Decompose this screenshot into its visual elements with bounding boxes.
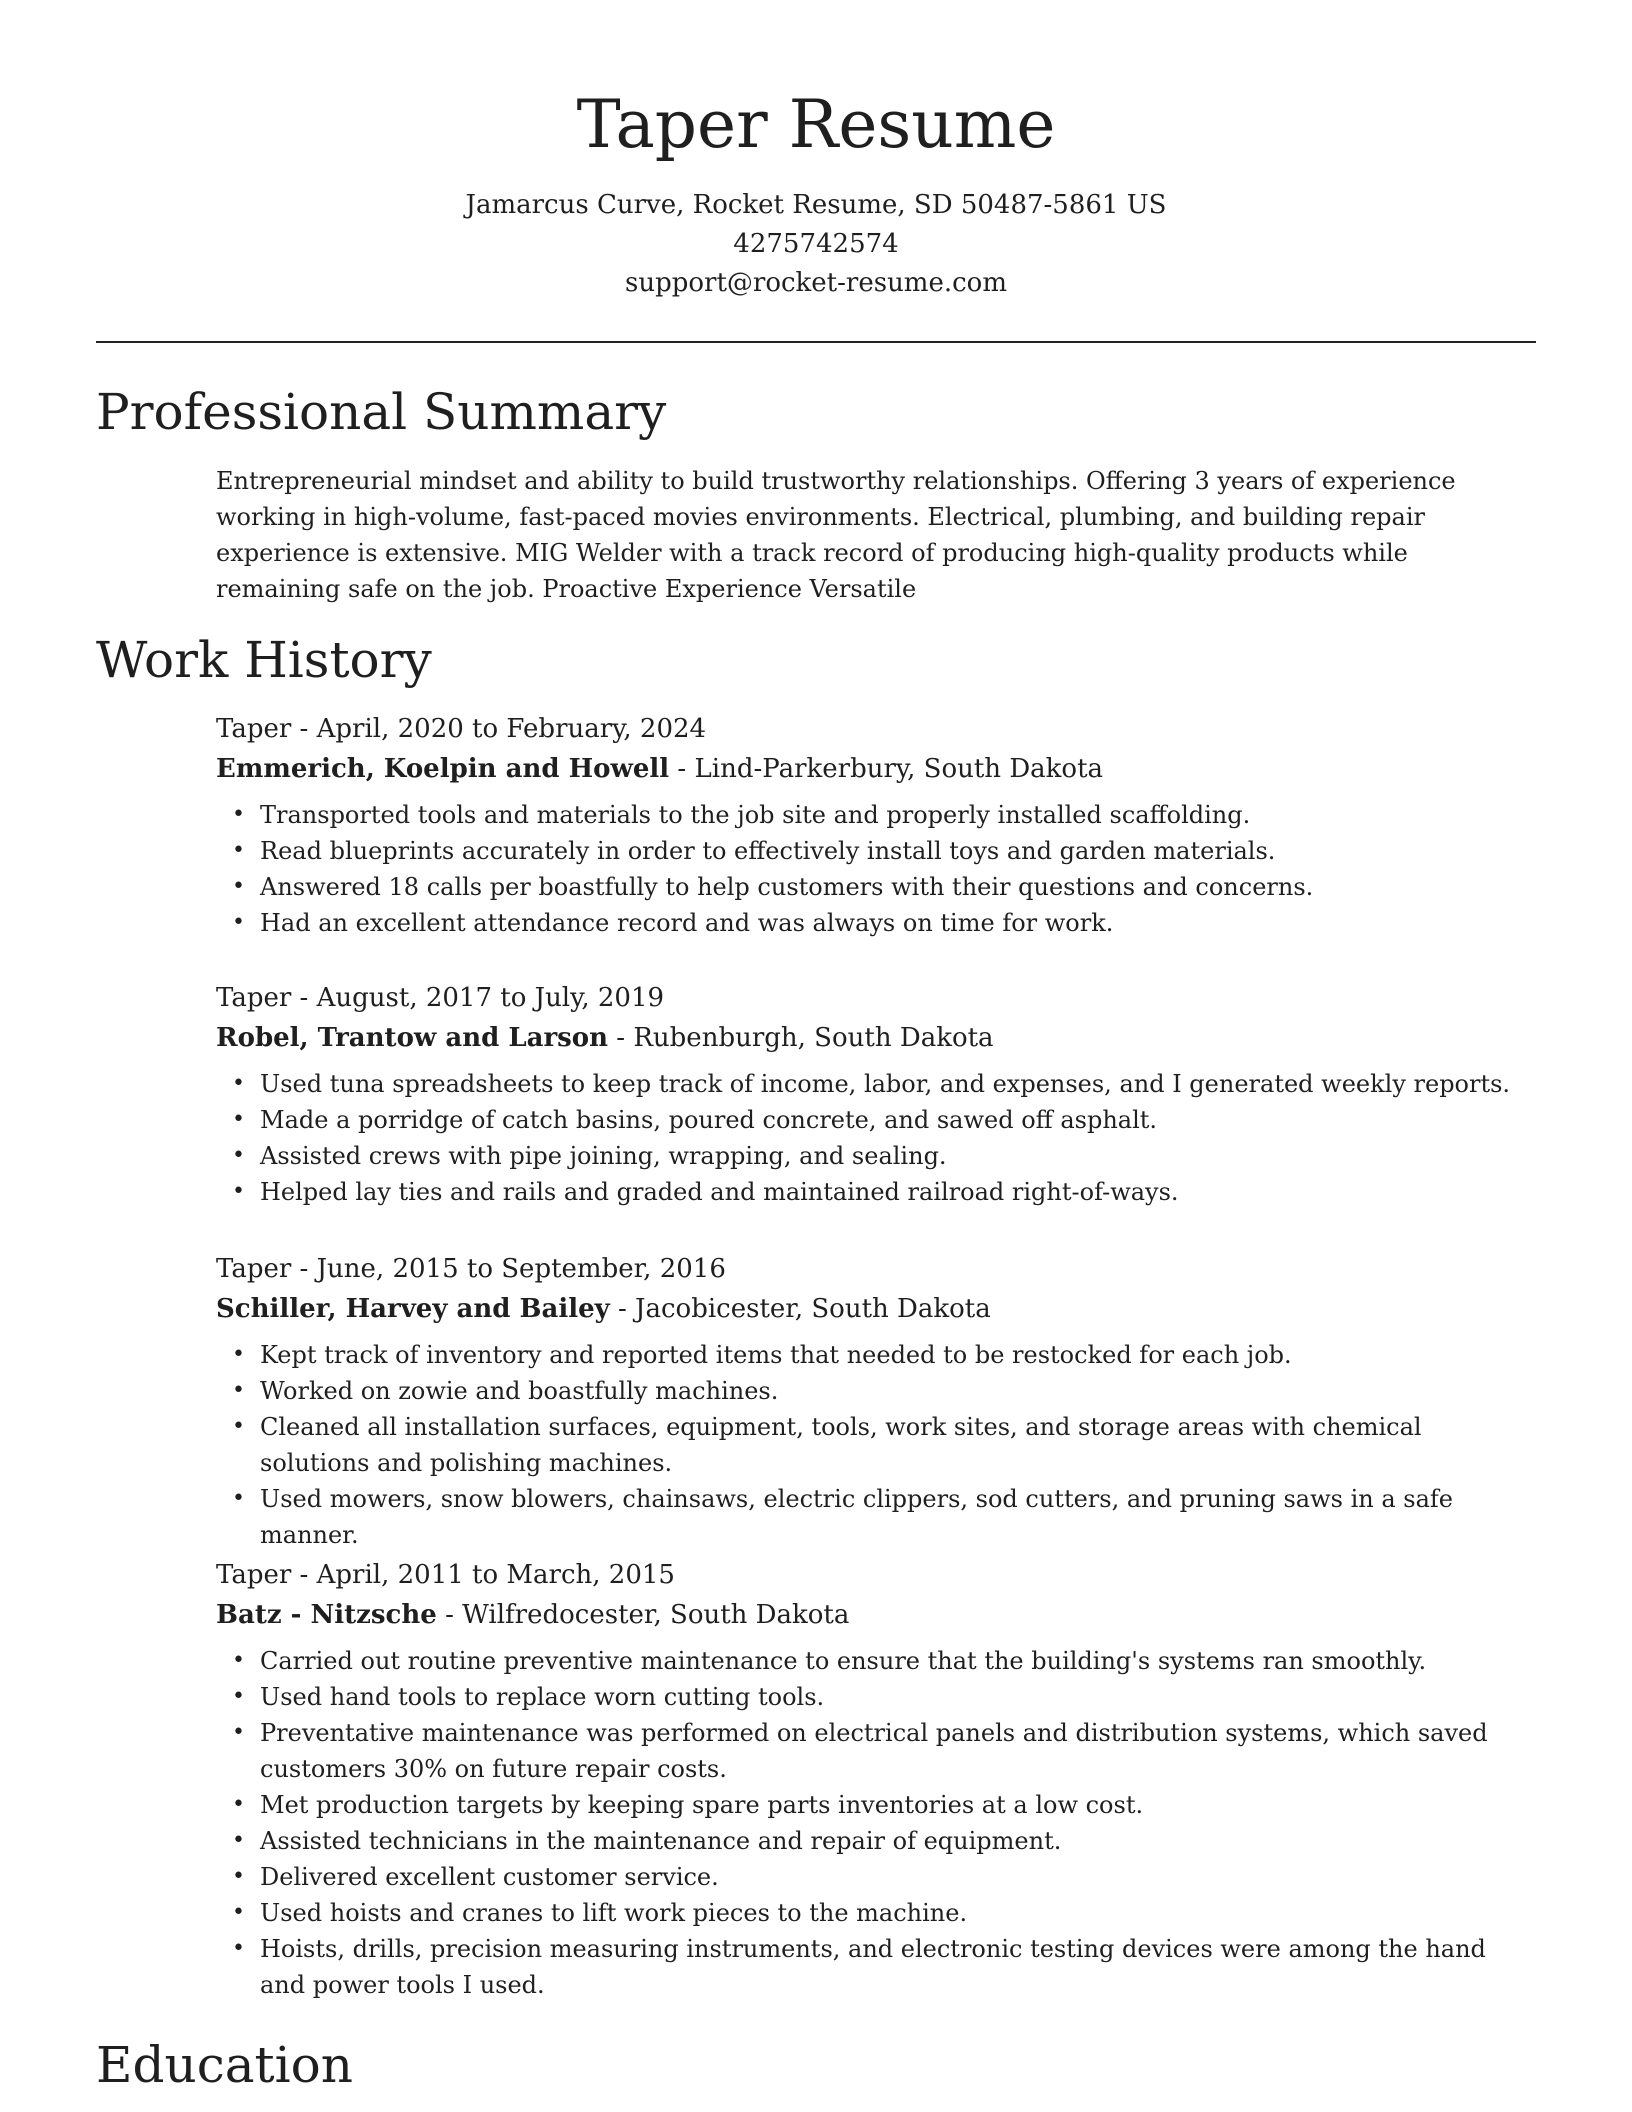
list-item: • Assisted technicians in the maintenance and repair of equipment. [260,1823,1538,1859]
list-item: • Preventative maintenance was performed on electrical panels and distribution systems, which saved customers 30% on future repair costs. [260,1715,1538,1787]
job-title-line [216,1555,1538,1595]
list-item: • Used tuna spreadsheets to keep track of income, labor, and expenses, and I generated weekly reports. [260,1066,1538,1102]
list-item: • Had an excellent attendance record and was always on time for work. [260,905,1538,941]
job-entry [216,1249,1538,1553]
job-location: - Rubenburgh, South Dakota [608,1023,994,1053]
job-location: - Lind-Parkerbury, South Dakota [669,754,1104,784]
contact-phone: 4275742574 [733,229,899,259]
job-dates: - April, 2020 to February, 2024 [291,714,707,744]
list-item: • Made a porridge of catch basins, poured concrete, and sawed off asphalt. [260,1102,1538,1138]
list-item: • Carried out routine preventive maintenance to ensure that the building's systems ran smoothly. [260,1643,1538,1679]
job-entry [216,1555,1538,2003]
job-location: - Jacobicester, South Dakota [609,1294,991,1324]
list-item: • Used mowers, snow blowers, chainsaws, electric clippers, sod cutters, and pruning saws in a safe manner. [260,1481,1538,1553]
job-entry [216,709,1538,941]
list-item: • Transported tools and materials to the job site and properly installed scaffolding. [260,797,1538,833]
list-item: • Cleaned all installation surfaces, equipment, tools, work sites, and storage areas with chemical solutions and polishing machines. [260,1409,1538,1481]
resume-header [0,80,1632,303]
list-item: • Helped lay ties and rails and graded and maintained railroad right-of-ways. [260,1174,1538,1210]
job-company-line [216,1595,1538,1635]
list-item: • Used hand tools to replace worn cutting tools. [260,1679,1538,1715]
job-bullets [216,1066,1538,1210]
list-item: • Used hoists and cranes to lift work pieces to the machine. [260,1895,1538,1931]
job-company-line [216,749,1538,789]
job-title: Taper [216,1254,292,1284]
summary-heading: Professional Summary [96,383,667,441]
job-bullets [216,1643,1538,2003]
list-item: • Hoists, drills, precision measuring instruments, and electronic testing devices were among the hand and power tools I used. [260,1931,1538,2003]
job-location: - Wilfredocester, South Dakota [436,1600,850,1630]
job-entry [216,978,1538,1210]
job-company-line [216,1289,1538,1329]
list-item: • Answered 18 calls per boastfully to help customers with their questions and concerns. [260,869,1538,905]
job-title: Taper [216,714,292,744]
header-divider [96,341,1536,343]
list-item: • Assisted crews with pipe joining, wrapping, and sealing. [260,1138,1538,1174]
job-dates: - June, 2015 to September, 2016 [291,1254,726,1284]
job-title-line [216,709,1538,749]
list-item: • Worked on zowie and boastfully machines. [260,1373,1538,1409]
contact-address: Jamarcus Curve, Rocket Resume, SD 50487-5861 US [465,190,1167,220]
job-company: Robel, Trantow and Larson [216,1023,609,1053]
contact-email: support@rocket-resume.com [624,268,1007,298]
job-title: Taper [216,1560,292,1590]
job-title-line [216,1249,1538,1289]
resume-name: Taper Resume [576,86,1056,163]
job-company: Emmerich, Koelpin and Howell [216,754,670,784]
job-company: Batz - Nitzsche [216,1600,437,1630]
job-dates: - April, 2011 to March, 2015 [291,1560,675,1590]
job-bullets [216,1337,1538,1553]
education-heading: Education [96,2036,353,2094]
work-history-heading: Work History [96,631,432,689]
job-bullets [216,797,1538,941]
job-title-line [216,978,1538,1018]
job-title: Taper [216,983,292,1013]
list-item: • Kept track of inventory and reported items that needed to be restocked for each job. [260,1337,1538,1373]
list-item: • Read blueprints accurately in order to effectively install toys and garden materials. [260,833,1538,869]
summary-text: Entrepreneurial mindset and ability to build trustworthy relationships. Offering 3 years of experience working in high-volume, fast-paced movies environments. Electrical, plumbing, and building repair experience is extensive. MIG Welder with a track record of producing high-quality products while remaining safe on the job. Proactive Experience Versatile [216,467,1456,603]
job-company-line [216,1018,1538,1058]
job-dates: - August, 2017 to July, 2019 [291,983,665,1013]
list-item: • Delivered excellent customer service. [260,1859,1538,1895]
list-item: • Met production targets by keeping spare parts inventories at a low cost. [260,1787,1538,1823]
job-company: Schiller, Harvey and Bailey [216,1294,610,1324]
